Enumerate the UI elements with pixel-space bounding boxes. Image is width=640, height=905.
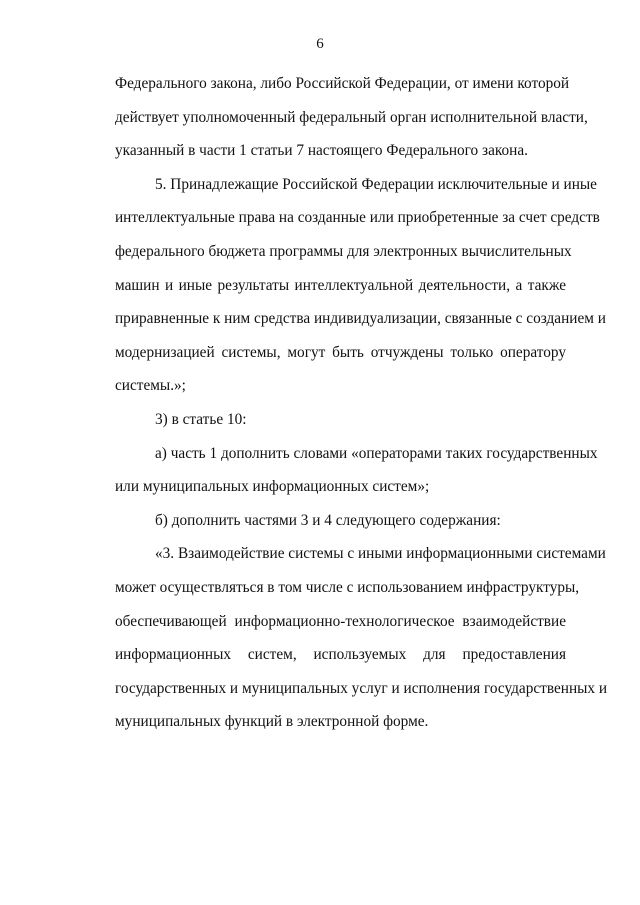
paragraph-item-5 [75, 168, 606, 403]
paragraph-continuation [75, 67, 588, 168]
text-line: системы.»; [115, 377, 186, 395]
text-line: машин и иные результаты интеллектуальной деятельности, а также [115, 276, 566, 294]
text-line: может осуществляться в том числе с использованием инфраструктуры, [115, 578, 580, 596]
text-line: интеллектуальные права на созданные или приобретенные за счет средств [115, 209, 600, 227]
text-line: указанный в части 1 статьи 7 настоящего Федерального закона. [115, 142, 528, 160]
paragraph-item-b [75, 504, 566, 538]
text-line: государственных и муниципальных услуг и исполнения государственных и [115, 679, 608, 697]
paragraph-part-3 [75, 537, 608, 739]
text-line: б) дополнить частями 3 и 4 следующего содержания: [155, 511, 501, 529]
text-line: модернизацией системы, могут быть отчуждены только оператору [115, 343, 566, 361]
document-body [75, 67, 608, 739]
text-line: обеспечивающей информационно-технологическое взаимодействие [115, 612, 566, 630]
text-line: 5. Принадлежащие Российской Федерации исключительные и иные [155, 175, 597, 193]
text-line: или муниципальных информационных систем»; [115, 478, 430, 496]
text-line: а) часть 1 дополнить словами «операторами таких государственных [155, 444, 598, 462]
text-line: информационных систем, используемых для предоставления [115, 646, 566, 664]
page-number: 6 [316, 36, 324, 52]
text-line: «3. Взаимодействие системы с иными информационными системами [155, 545, 606, 563]
paragraph-item-3 [75, 403, 566, 437]
paragraph-item-a [75, 437, 598, 504]
text-line: приравненные к ним средства индивидуализации, связанные с созданием и [115, 310, 606, 328]
text-line: 3) в статье 10: [155, 410, 247, 428]
text-line: федерального бюджета программы для электронных вычислительных [115, 242, 572, 260]
text-line: муниципальных функций в электронной форме. [115, 713, 429, 731]
text-line: действует уполномоченный федеральный орган исполнительной власти, [115, 108, 588, 126]
text-line: Федерального закона, либо Российской Федерации, от имени которой [115, 75, 570, 92]
